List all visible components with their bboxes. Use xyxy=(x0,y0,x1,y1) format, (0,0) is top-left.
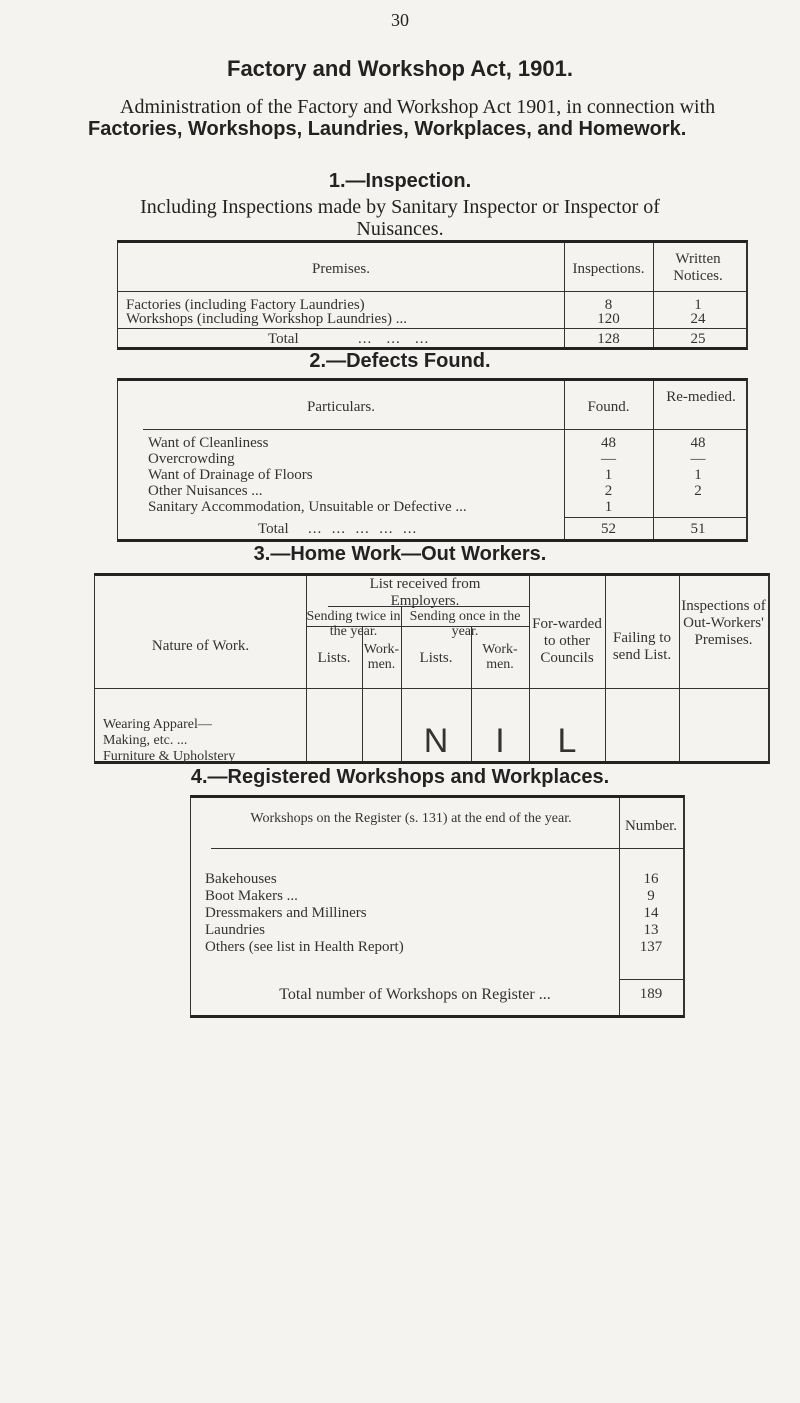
total-label: Total xyxy=(258,521,289,537)
row-number: 14 xyxy=(643,905,659,921)
row-notices: 24 xyxy=(690,311,706,327)
row-remedied: 1 xyxy=(694,467,702,483)
row-inspections: 120 xyxy=(597,311,620,327)
row-number: 137 xyxy=(639,939,663,955)
header-workmen: Work-men. xyxy=(363,642,400,672)
row-label: Making, etc. ... xyxy=(103,733,188,748)
row-found: 1 xyxy=(604,467,613,483)
total-label: Total number of Workshops on Register ... xyxy=(279,986,551,1003)
total-remedied: 51 xyxy=(690,521,706,537)
nil-letter: I xyxy=(495,722,505,760)
intro-paragraph xyxy=(88,96,768,140)
total-inspections: 128 xyxy=(597,331,620,347)
header-inspections: Inspections of Out-Workers' Premises. xyxy=(681,598,766,648)
row-found: 48 xyxy=(601,435,616,451)
header-inspections: Inspections. xyxy=(572,261,645,277)
header-workmen: Work-men. xyxy=(482,642,518,672)
row-number: 13 xyxy=(643,922,659,938)
row-label: Want of Cleanliness xyxy=(148,435,269,451)
row-label: Factories (including Factory Laundries) xyxy=(126,297,365,313)
nil-letter: L xyxy=(557,722,577,760)
header-failing: Failing to send List. xyxy=(612,630,672,663)
header-number: Number. xyxy=(624,818,678,834)
row-label: Sanitary Accommodation, Unsuitable or Defective ... xyxy=(148,499,467,515)
page-number: 30 xyxy=(391,10,409,30)
row-number: 16 xyxy=(643,871,659,887)
header-particulars: Particulars. xyxy=(307,399,375,415)
row-notices: 1 xyxy=(694,297,702,313)
row-number: 9 xyxy=(647,888,655,904)
total-number: 189 xyxy=(639,986,663,1002)
section2-heading: 2.—Defects Found. xyxy=(309,350,491,372)
defects-table: Particulars. Found. Re-medied. Want of Cleanliness 48 48 Overcrowding — — Want of Drainage of Floors 1 1 Other Nuisances ... 2 2 Sanitary Accommodation, Unsuitable or Defective ... 1 Total ... ... ... ... ... 52 51 xyxy=(117,378,748,542)
header-found: Found. xyxy=(587,399,630,415)
row-remedied: — xyxy=(690,451,706,467)
row-inspections: 8 xyxy=(604,297,613,313)
header-premises: Premises. xyxy=(312,261,370,277)
header-notices: Written Notices. xyxy=(673,251,723,284)
row-found: — xyxy=(601,451,616,467)
header-lists-received: List received from Employers. xyxy=(369,576,481,609)
header-forwarded: For-warded to other Councils xyxy=(532,616,602,666)
row-label: Overcrowding xyxy=(148,451,235,467)
header-lists: Lists. xyxy=(419,650,453,666)
row-label: Laundries xyxy=(205,922,265,938)
section1-heading: 1.—Inspection. xyxy=(328,170,472,192)
row-label: Other Nuisances ... xyxy=(148,483,263,499)
row-label: Furniture & Upholstery xyxy=(103,749,236,764)
header-lists: Lists. xyxy=(317,650,351,666)
header-workshops: Workshops on the Register (s. 131) at the end of the year. xyxy=(250,811,572,826)
register-table xyxy=(190,795,685,1018)
inspection-table: Premises. Inspections. Written Notices. Factories (including Factory Laundries) 8 1 Workshops (including Workshop Laundries) ... 120 24 Total ... ... ... 128 25 xyxy=(117,240,748,350)
row-found: 2 xyxy=(604,483,613,499)
section1-subheading: Including Inspections made by Sanitary Inspector or Inspector of Nuisances. xyxy=(140,196,660,240)
row-label: Boot Makers ... xyxy=(205,888,298,904)
row-label: Want of Drainage of Floors xyxy=(148,467,313,483)
header-once: Sending once in the year. xyxy=(409,609,521,639)
nil-letter: N xyxy=(423,722,449,760)
row-remedied: 48 xyxy=(690,435,706,451)
section4-heading: 4.—Registered Workshops and Workplaces. xyxy=(190,766,610,788)
total-label: Total xyxy=(268,331,299,347)
row-label: Workshops (including Workshop Laundries) ... xyxy=(126,311,408,327)
total-found: 52 xyxy=(601,521,616,537)
intro-bold: Factories, Workshops, Laundries, Workplaces, and Homework. xyxy=(88,118,687,140)
row-found: 1 xyxy=(604,499,613,515)
header-remedied: Re-medied. xyxy=(666,389,736,405)
outworkers-table xyxy=(94,573,770,764)
page-title: Factory and Workshop Act, 1901. xyxy=(227,56,573,81)
row-label: Dressmakers and Milliners xyxy=(205,905,367,921)
total-notices: 25 xyxy=(690,331,706,347)
row-label: Bakehouses xyxy=(205,871,277,887)
row-label: Others (see list in Health Report) xyxy=(205,939,404,955)
intro-lead: Administration of the Factory and Workshop Act 1901, in connection with xyxy=(120,96,716,118)
header-twice: Sending twice in the year. xyxy=(306,609,401,639)
header-nature: Nature of Work. xyxy=(151,638,250,654)
row-label: Wearing Apparel— xyxy=(103,717,212,732)
row-remedied: 2 xyxy=(694,483,702,499)
section3-heading: 3.—Home Work—Out Workers. xyxy=(253,543,547,565)
